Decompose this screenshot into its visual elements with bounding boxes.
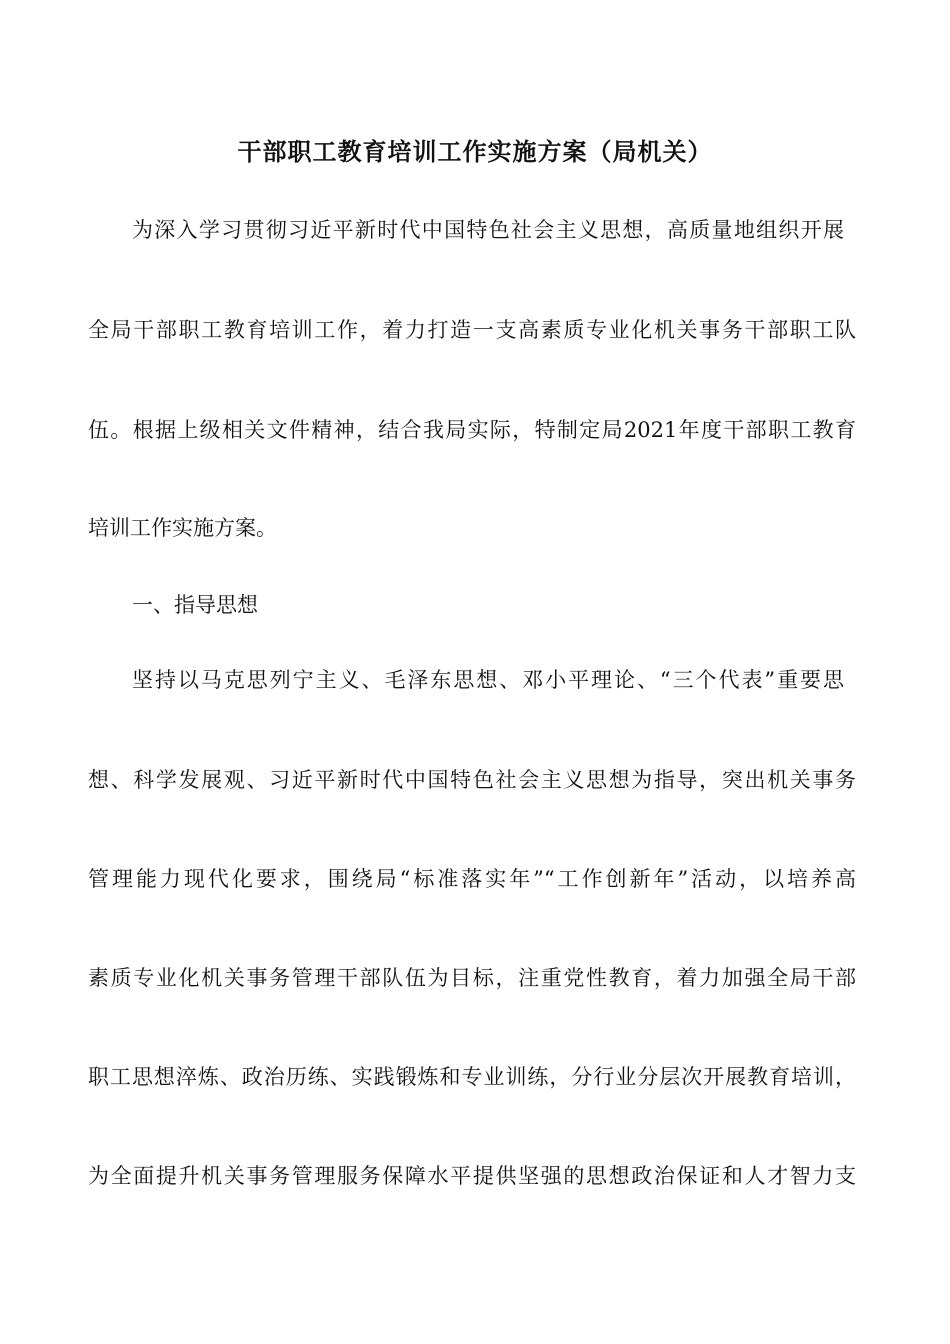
paragraph-line: 培训工作实施方案。: [88, 516, 277, 540]
paragraph-line: 素质专业化机关事务管理干部队伍为目标，注重党性教育，着力加强全局干部: [88, 966, 856, 990]
paragraph-line: 想、科学发展观、习近平新时代中国特色社会主义思想为指导，突出机关事务: [88, 768, 856, 792]
paragraph-line: 全局干部职工教育培训工作，着力打造一支高素质专业化机关事务干部职工队: [88, 318, 856, 342]
document-title: 干部职工教育培训工作实施方案（局机关）: [237, 137, 713, 166]
paragraph-line: 为全面提升机关事务管理服务保障水平提供坚强的思想政治保证和人才智力支: [88, 1164, 856, 1188]
paragraph-line: 坚持以马克思列宁主义、毛泽东思想、邓小平理论、“三个代表”重要思: [132, 668, 844, 692]
paragraph-line: 伍。根据上级相关文件精神，结合我局实际，特制定局2021年度干部职工教育: [88, 418, 856, 442]
paragraph-line: 职工思想淬炼、政治历练、实践锻炼和专业训练，分行业分层次开展教育培训，: [88, 1065, 856, 1089]
paragraph-line: 为深入学习贯彻习近平新时代中国特色社会主义思想，高质量地组织开展: [132, 218, 844, 242]
section-heading: 一、指导思想: [132, 593, 258, 617]
paragraph-line: 管理能力现代化要求，围绕局“标准落实年”“工作创新年”活动，以培养高: [88, 867, 856, 891]
